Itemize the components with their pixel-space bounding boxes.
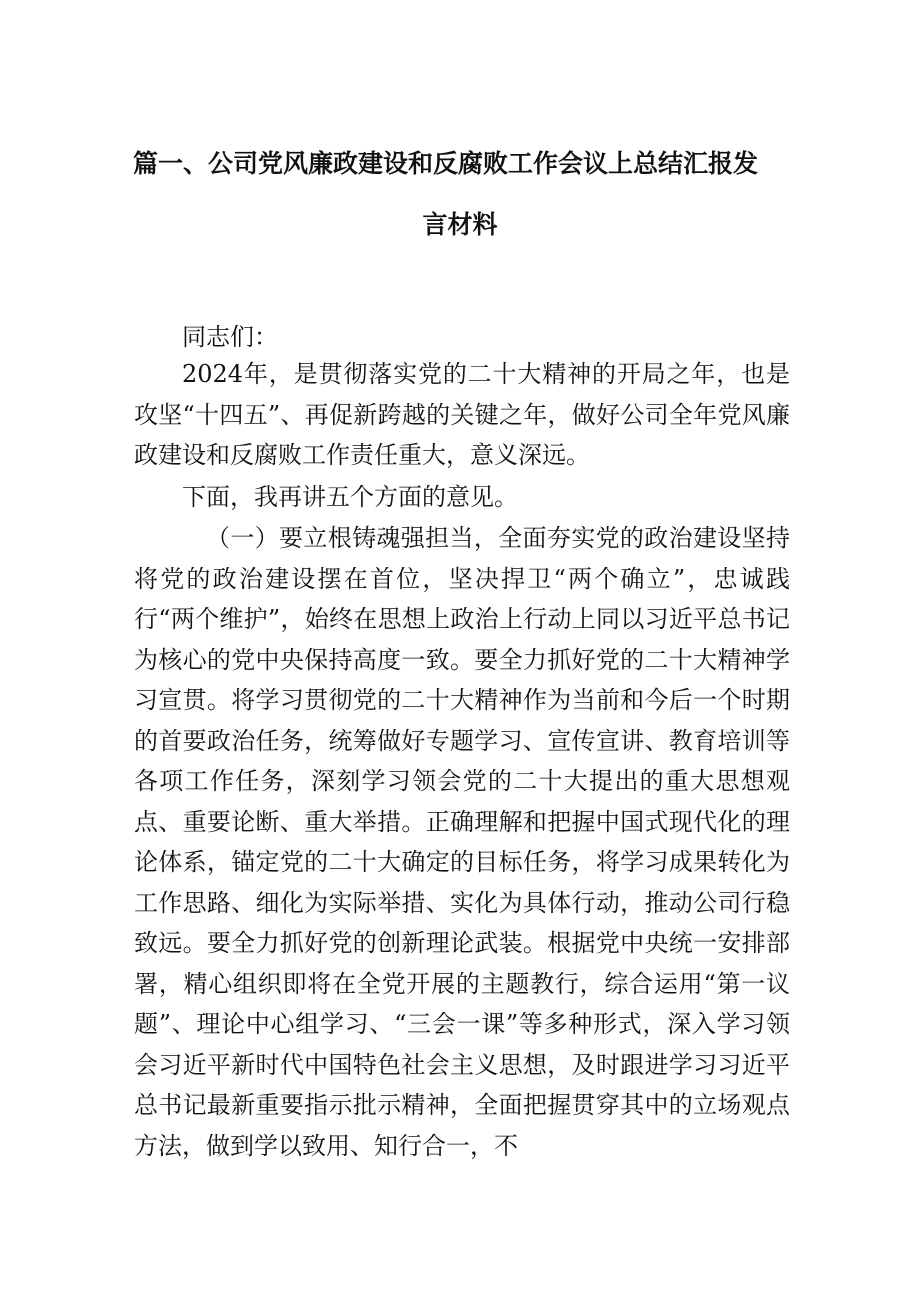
salutation: 同志们： <box>182 323 278 351</box>
paragraph-transition: 下面，我再讲五个方面的意见。 <box>182 483 518 511</box>
paragraph-section-one: （一）要立根铸魂强担当，全面夯实党的政治建设坚持将党的政治建设摆在首位，坚决捍卫“两个确立”，忠诚践行“两个维护”，始终在思想上政治上行动上同以习近平总书记为核心的党中央保持高度一致。要全力抓好党的二十大精神学习宣贯。将学习贯彻党的二十大精神作为当前和今后一个时期的首要政治任务，统筹做好专题学习、宣传宣讲、教育培训等各项工作任务，深刻学习领会党的二十大提出的重大思想观点、重要论断、重大举措。正确理解和把握中国式现代化的理论体系，锚定党的二十大确定的目标任务，将学习成果转化为工作思路、细化为实际举措、实化为具体行动，推动公司行稳致远。要全力抓好党的创新理论武装。根据党中央统一安排部署，精心组织即将在全党开展的主题教行，综合运用“第一议题”、理论中心组学习、“三会一课”等多种形式，深入学习领会习近平新时代中国特色社会主义思想，及时跟进学习习近平总书记最新重要指示批示精神，全面把握贯穿其中的立场观点方法，做到学以致用、知行合一，不 <box>134 524 790 1160</box>
paragraph-opening: 2024年，是贯彻落实党的二十大精神的开局之年，也是攻坚“十四五”、再促新跨越的关键之年，做好公司全年党风廉政建设和反腐败工作责任重大，意义深远。 <box>134 360 790 469</box>
document-title-line-2: 言材料 <box>422 210 498 239</box>
document-title-line-1: 篇一、公司党风廉政建设和反腐败工作会议上总结汇报发 <box>133 149 759 178</box>
